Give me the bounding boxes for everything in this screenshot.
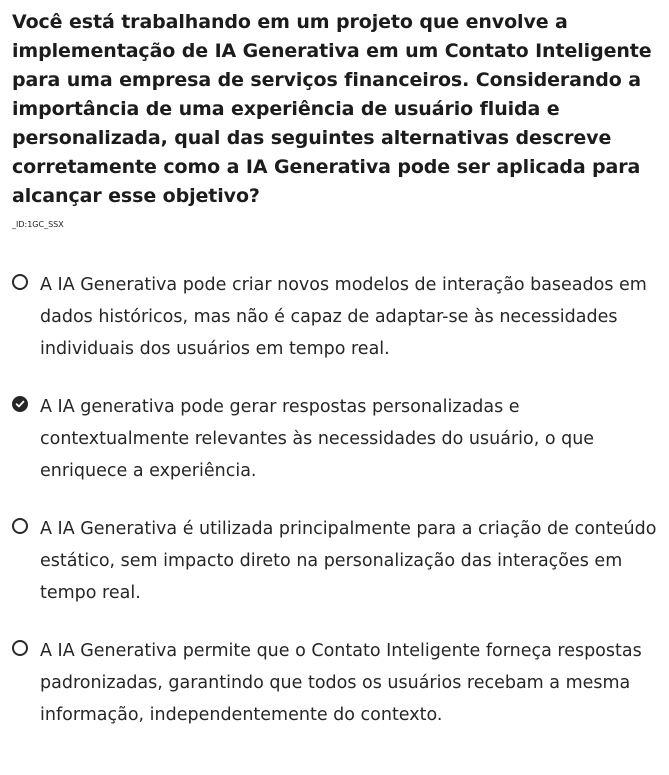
answer-option-text: A IA Generativa é utilizada principalmente para a criação de conteúdo estático, sem impacto direto na personalização das interações em tempo real. xyxy=(40,519,657,603)
quiz-container xyxy=(12,8,657,757)
answer-option-b[interactable] xyxy=(12,391,657,487)
radio-empty-icon[interactable] xyxy=(12,274,28,290)
question-id-label: _ID:1GC_SSX xyxy=(12,220,64,229)
answer-option-text: A IA Generativa permite que o Contato Inteligente forneça respostas padronizadas, garantindo que todos os usuários recebam a mesma informação, independentemente do contexto. xyxy=(40,641,642,725)
answer-option-c[interactable] xyxy=(12,513,657,609)
check-circle-icon[interactable] xyxy=(12,396,28,412)
question-text: Você está trabalhando em um projeto que envolve a implementação de IA Generativa em um Contato Inteligente para uma empresa de serviços financeiros. Considerando a importância de uma experiência de usuário fluida e personalizada, qual das seguintes alternativas descreve corretamente como a IA Generativa pode ser aplicada para alcançar esse objetivo? xyxy=(12,11,652,207)
radio-empty-icon[interactable] xyxy=(12,640,28,656)
answer-options xyxy=(12,269,657,731)
answer-option-text: A IA generativa pode gerar respostas personalizadas e contextualmente relevantes às necessidades do usuário, o que enriquece a experiência. xyxy=(40,397,595,481)
answer-option-d[interactable] xyxy=(12,635,657,731)
answer-option-text: A IA Generativa pode criar novos modelos de interação baseados em dados históricos, mas não é capaz de adaptar-se às necessidades individuais dos usuários em tempo real. xyxy=(40,275,647,359)
radio-empty-icon[interactable] xyxy=(12,518,28,534)
answer-option-a[interactable] xyxy=(12,269,657,365)
